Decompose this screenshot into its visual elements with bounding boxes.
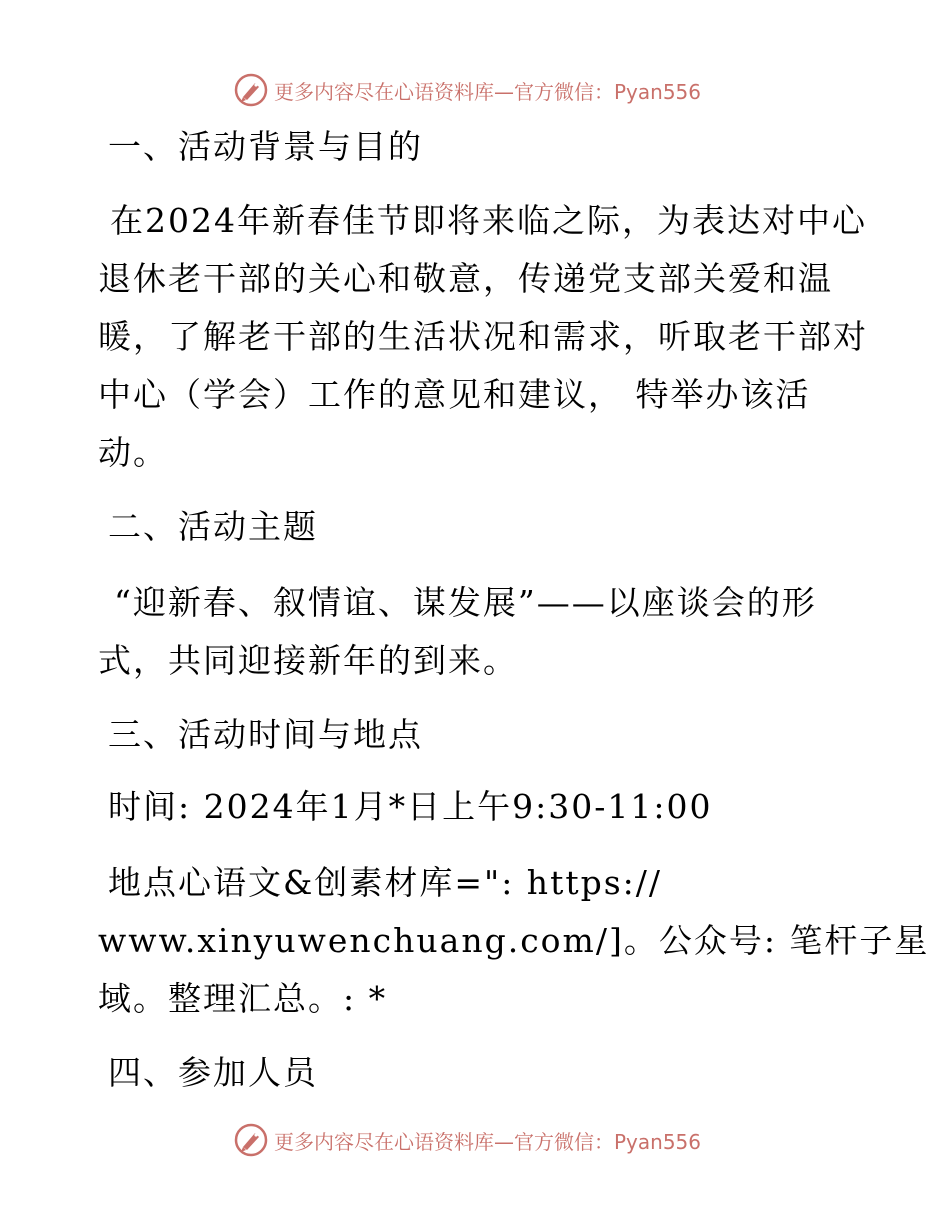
section-heading-participants: 四、参加人员 (108, 1053, 318, 1092)
paragraph-line: 暖，了解老干部的生活状况和需求，听取老干部对 (98, 317, 868, 356)
paragraph-line: 退休老干部的关心和敬意，传递党支部关爱和温 (98, 259, 833, 298)
section-heading-background: 一、活动背景与目的 (108, 127, 423, 166)
section-heading-theme: 二、活动主题 (108, 507, 318, 546)
section-heading-time-place: 三、活动时间与地点 (108, 715, 423, 754)
place-line: 域。整理汇总。: * (98, 979, 388, 1018)
watermark-banner-bottom (0, 1120, 950, 1160)
pen-nib-logo-icon (234, 1123, 268, 1157)
paragraph-line: 动。 (98, 433, 168, 472)
paragraph-line: 中心（学会）工作的意见和建议， 特举办该活 (98, 375, 811, 414)
paragraph-line: 在2024年新春佳节即将来临之际，为表达对中心 (110, 201, 867, 240)
watermark-text: 更多内容尽在心语资料库—官方微信：Pyan556 (274, 79, 702, 104)
time-line: 时间: 2024年1月*日上午9:30-11:00 (108, 787, 713, 826)
place-line: www.xinyuwenchuang.com/]。公众号: 笔杆子星 (98, 921, 930, 960)
place-line: 地点心语文&创素材库=": https:// (108, 863, 663, 902)
paragraph-line: 式，共同迎接新年的到来。 (98, 641, 518, 680)
watermark-banner-top (0, 70, 950, 110)
paragraph-line: “迎新春、叙情谊、谋发展”——以座谈会的形 (114, 583, 817, 622)
watermark-text: 更多内容尽在心语资料库—官方微信：Pyan556 (274, 1129, 702, 1154)
pen-nib-logo-icon (234, 73, 268, 107)
